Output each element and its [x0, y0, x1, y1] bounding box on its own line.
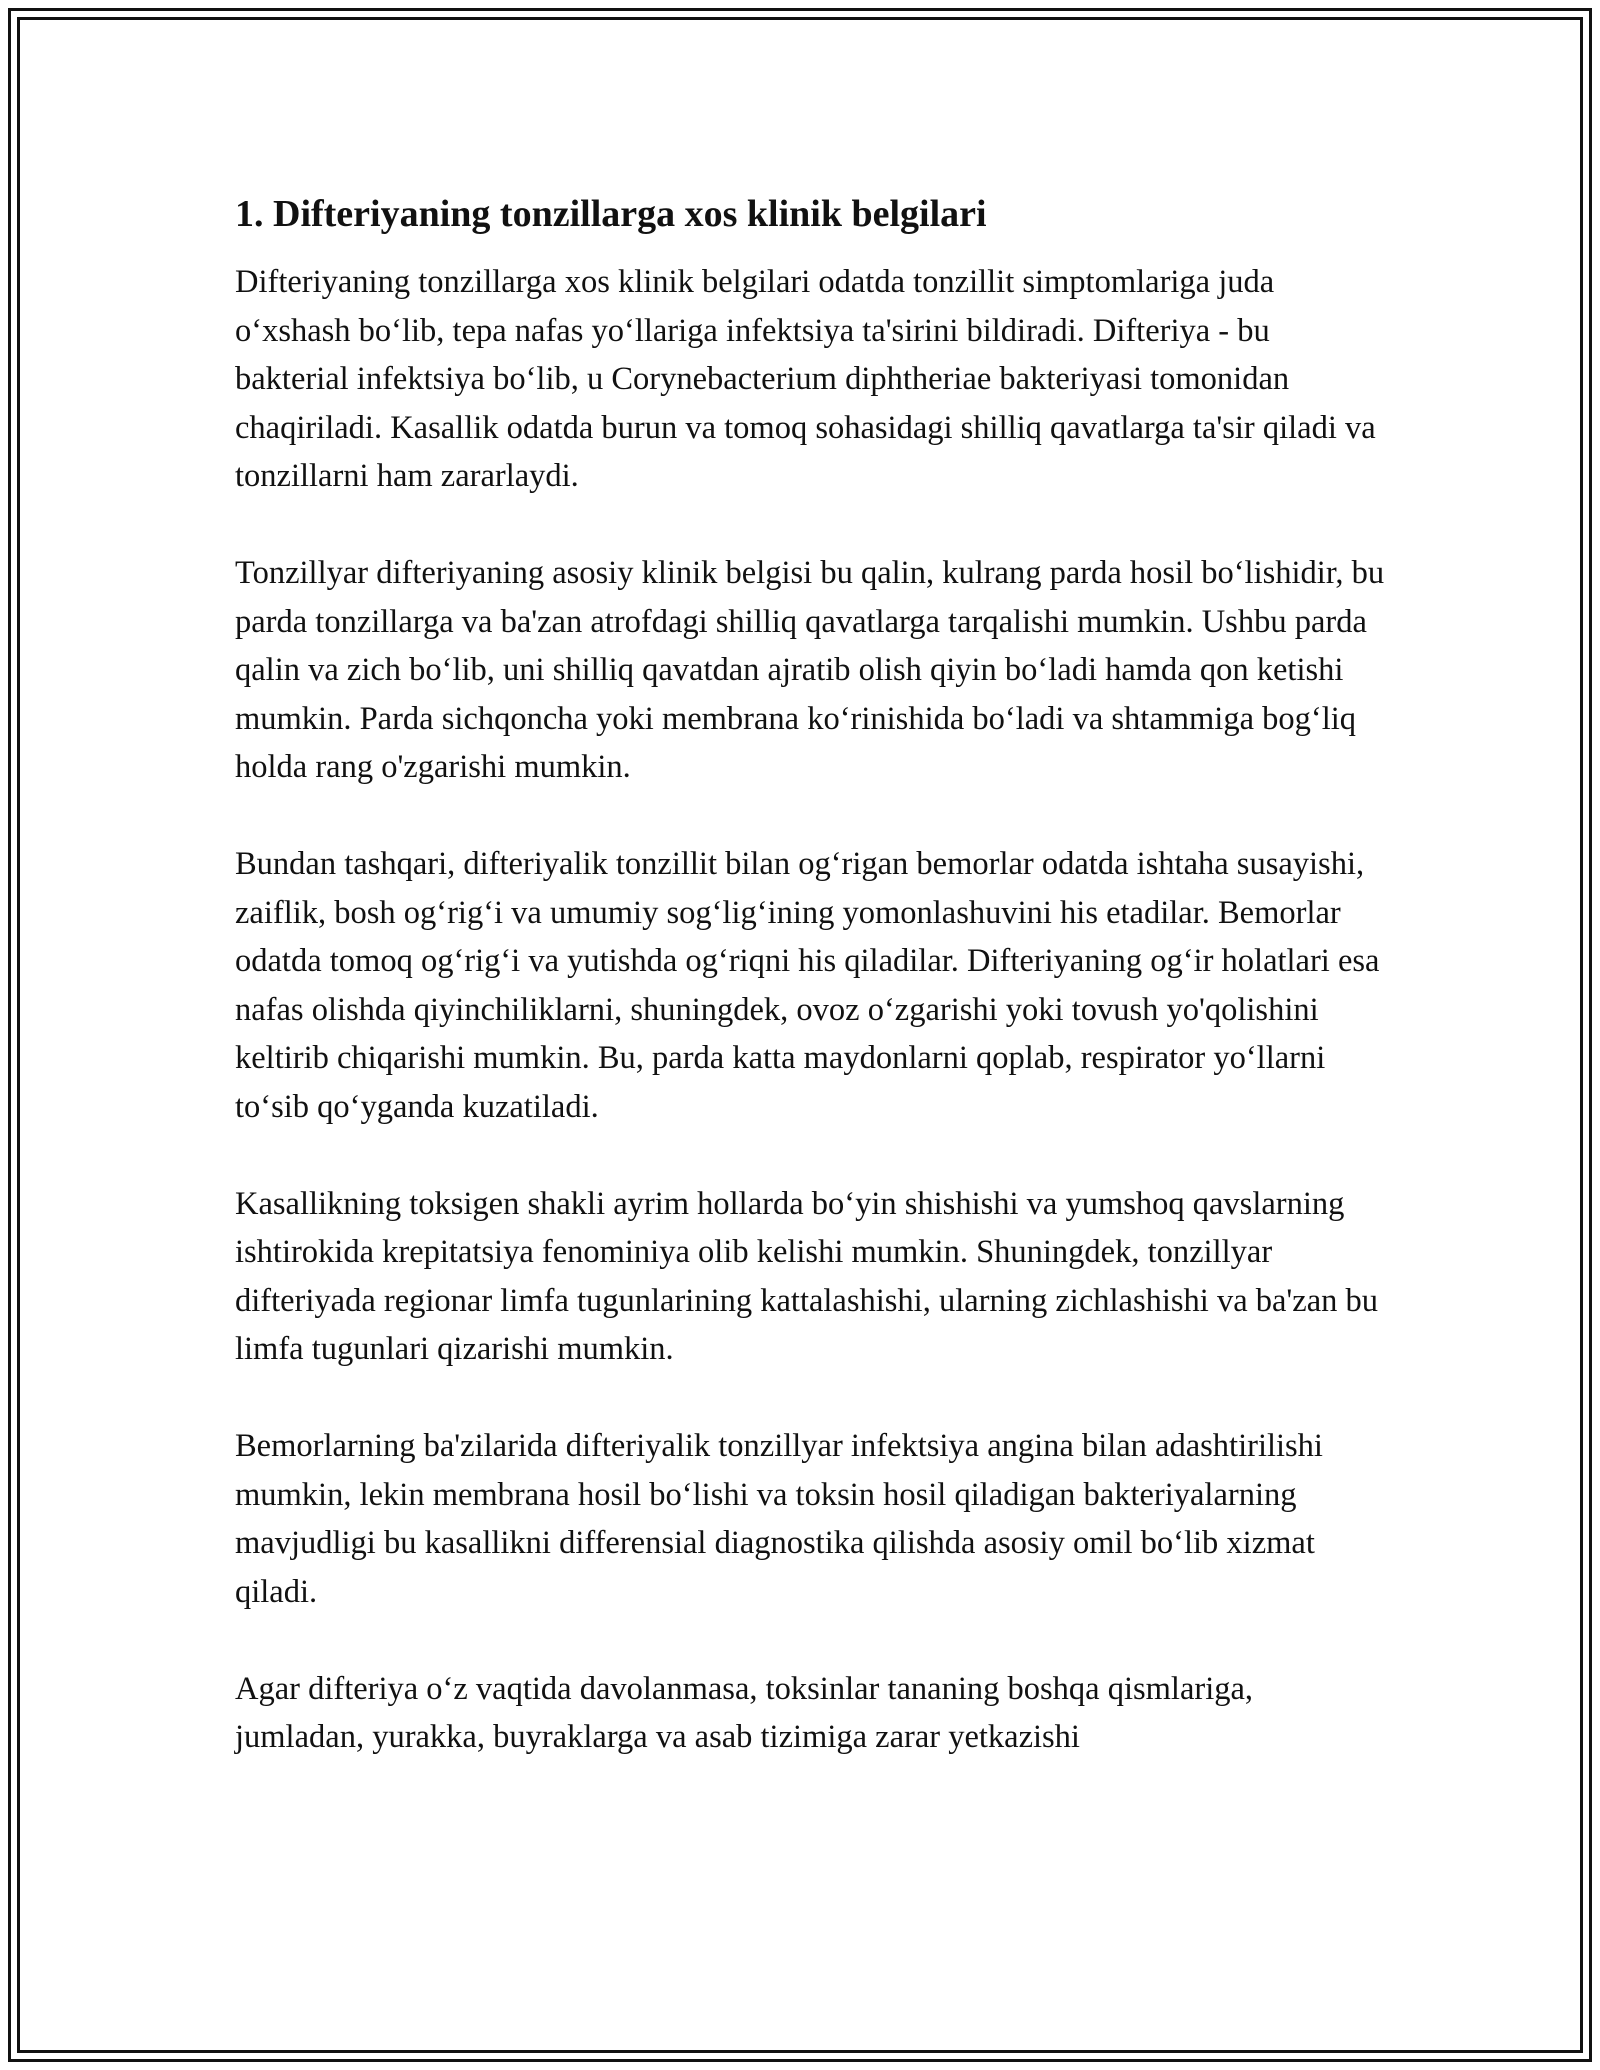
paragraph-3: Bundan tashqari, difteriyalik tonzillit bilan og‘rigan bemorlar odatda ishtaha susayishi, zaiflik, bosh og‘rig‘i va umumiy sog‘lig‘ining yomonlashuvini his etadilar. Bemorlar odatda tomoq og‘rig‘i va yutishda og‘riqni his qiladilar. Difteriyaning og‘ir holatlari esa nafas olishda qiyinchiliklarni, shuningdek, ovoz o‘zgarishi yoki tovush yo'qolishini keltirib chiqarishi mumkin. Bu, parda katta maydonlarni qoplab, respirator yo‘llarni to‘sib qo‘yganda kuzatiladi.	[235, 846, 1380, 1125]
document-body	[235, 190, 1385, 1810]
section-heading: 1. Difteriyaning tonzillarga xos klinik belgilari	[235, 193, 987, 235]
paragraph-4: Kasallikning toksigen shakli ayrim hollarda bo‘yin shishishi va yumshoq qavslarning ishtirokida krepitatsiya fenominiya olib kelishi mumkin. Shuningdek, tonzillyar difteriyada regionar limfa tugunlarining kattalashishi, ularning zichlashishi va ba'zan bu limfa tugunlari qizarishi mumkin.	[235, 1185, 1379, 1367]
paragraph-2: Tonzillyar difteriyaning asosiy klinik belgisi bu qalin, kulrang parda hosil bo‘lishidir, bu parda tonzillarga va ba'zan atrofdagi shilliq qavatlarga tarqalishi mumkin. Ushbu parda qalin va zich bo‘lib, uni shilliq qavatdan ajratib olish qiyin bo‘ladi hamda qon ketishi mumkin. Parda sichqoncha yoki membrana ko‘rinishida bo‘ladi va shtammiga bog‘liq holda rang o'zgarishi mumkin.	[235, 555, 1385, 785]
paragraph-1: Difteriyaning tonzillarga xos klinik belgilari odatda tonzillit simptomlariga juda o‘xshash bo‘lib, tepa nafas yo‘llariga infektsiya ta'sirini bildiradi. Difteriya - bu bakterial infektsiya bo‘lib, u Corynebacterium diphtheriae bakteriyasi tomonidan chaqiriladi. Kasallik odatda burun va tomoq sohasidagi shilliq qavatlarga ta'sir qiladi va tonzillarni ham zararlaydi.	[235, 264, 1376, 494]
paragraph-5: Bemorlarning ba'zilarida difteriyalik tonzillyar infektsiya angina bilan adashtirilishi mumkin, lekin membrana hosil bo‘lishi va toksin hosil qiladigan bakteriyalarning mavjudligi bu kasallikni differensial diagnostika qilishda asosiy omil bo‘lib xizmat qiladi.	[235, 1428, 1323, 1610]
paragraph-6: Agar difteriya o‘z vaqtida davolanmasa, toksinlar tananing boshqa qismlariga, jumladan, yurakka, buyraklarga va asab tizimiga zarar yetkazishi	[235, 1670, 1254, 1755]
